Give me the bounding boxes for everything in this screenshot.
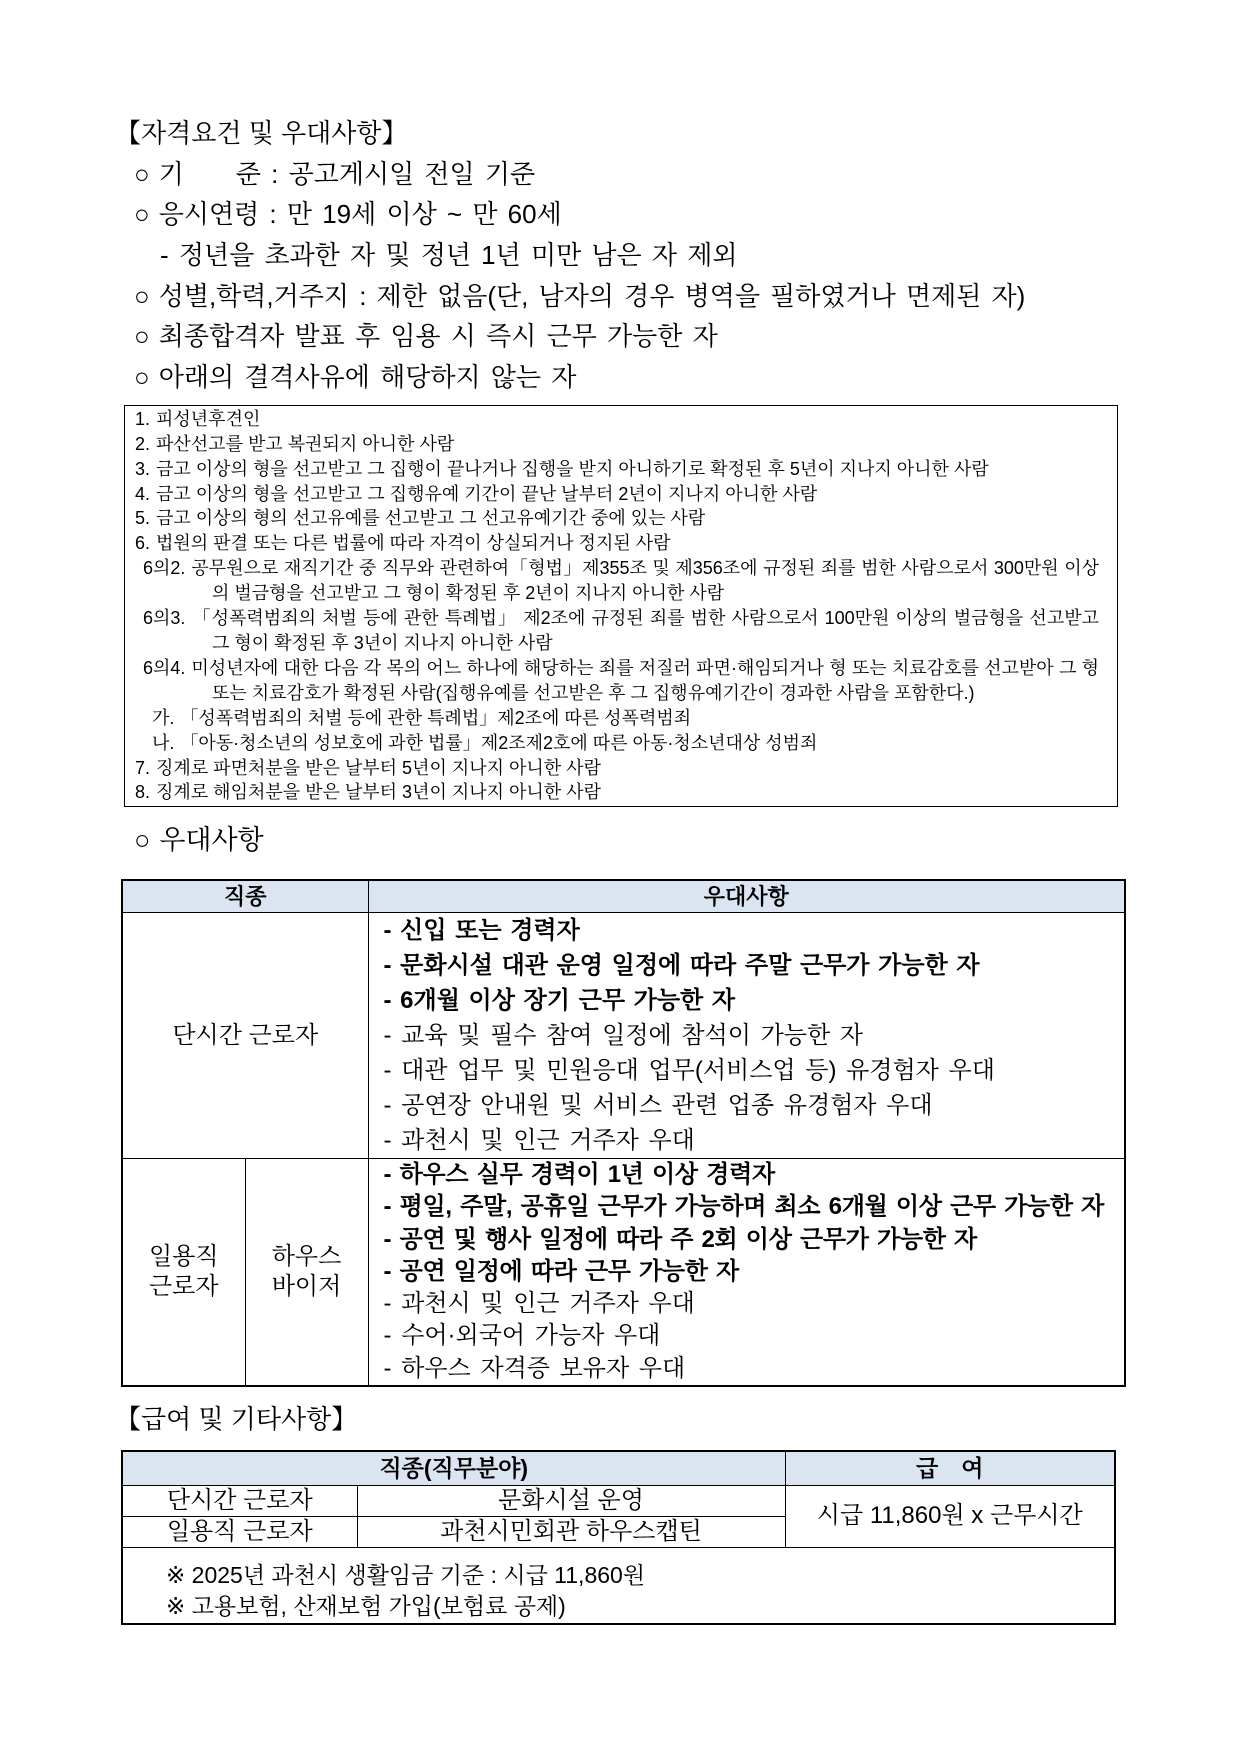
item-text: 금고 이상의 형의 선고유예를 선고받고 그 선고유예기간 중에 있는 사람 (156, 508, 706, 529)
preference-table-header-row (122, 880, 1125, 913)
preference-item-emphasized: - 신입 또는 경력자 (383, 917, 580, 944)
item-text: 미성년자에 대한 다음 각 목의 어느 하나에 해당하는 죄를 저질러 파면·해임되거나 형 또는 치료감호를 선고받아 그 형 또는 치료감호가 확정된 사람(집행유예를 선고받은 후 그 집행유예기간이 경과한 사람을 포함한다.) (191, 657, 1099, 703)
disqualification-item (135, 482, 1099, 507)
criteria-text: 응시연령 : 만 19세 이상 ~ 만 60세 (158, 199, 562, 230)
circle-bullet: ○ (134, 280, 150, 311)
item-number: 나. (152, 732, 175, 753)
item-text: 피성년후견인 (156, 408, 261, 429)
disqualification-item (135, 432, 1099, 457)
disqualification-item (135, 756, 1099, 781)
item-text: 금고 이상의 형을 선고받고 그 집행이 끝나거나 집행을 받지 아니하기로 확정된 후 5년이 지나지 아니한 사람 (156, 458, 989, 479)
circle-bullet: ○ (134, 825, 151, 856)
item-text: 「아동·청소년의 성보호에 과한 법률」제2조제2호에 따른 아동·청소년대상 성범죄 (180, 732, 818, 753)
pay-table (121, 1450, 1116, 1625)
pay-rate-cell: 시급 11,860원 x 근무시간 (785, 1485, 1115, 1547)
preference-title (134, 820, 1240, 861)
criteria-text: 아래의 결격사유에 해당하지 않는 자 (158, 362, 577, 393)
item-text: 금고 이상의 형을 선고받고 그 집행유예 기간이 끝난 날부터 2년이 지나지 아니한 사람 (156, 483, 818, 504)
disqualification-subitem (152, 731, 1099, 756)
item-number: 가. (152, 707, 175, 728)
table-row-daily-worker (122, 1159, 1125, 1387)
criteria-text: 성별,학력,거주지 : 제한 없음(단, 남자의 경우 병역을 필하였거나 면제된 자) (158, 280, 1026, 311)
item-text: 징계로 해임처분을 받은 날부터 3년이 지나지 아니한 사람 (156, 782, 601, 803)
criteria-text: 기 준 : 공고게시일 전일 기준 (158, 158, 536, 189)
pay-row (122, 1485, 1115, 1516)
note-line: ※ 고용보험, 산재보험 가입(보험료 공제) (166, 1592, 566, 1619)
disqualification-item (135, 407, 1099, 432)
preference-item-emphasized: - 문화시설 대관 운영 일정에 따라 주말 근무가 가능한 자 (383, 952, 980, 979)
item-number: 7. (135, 757, 151, 778)
table-header-job-field: 직종(직무분야) (122, 1451, 785, 1486)
disqualification-item (143, 556, 1099, 606)
preference-item: - 과천시 및 인근 거주자 우대 (383, 1127, 695, 1154)
item-text: 공무원으로 재직기간 중 직무와 관련하여「형법」제355조 및 제356조에 규정된 죄를 범한 사람으로서 300만원 이상의 벌금형을 선고받고 그 형이 확정된 후 2년이 지나지 아니한 사람 (191, 558, 1099, 604)
criteria-item-basis (134, 154, 1240, 195)
preference-item: - 하우스 자격증 보유자 우대 (383, 1354, 686, 1382)
item-text: 「성폭력범죄의 처벌 등에 관한 특례법」제2조에 따른 성폭력범죄 (180, 707, 692, 728)
disqualification-item (135, 780, 1099, 805)
preference-items-cell (368, 1159, 1125, 1387)
item-number: 6의3. (143, 608, 186, 629)
item-number: 5. (135, 508, 151, 529)
item-number: 6의2. (143, 558, 186, 579)
field-cell: 문화시설 운영 (357, 1485, 785, 1516)
disqualification-subitem (152, 706, 1099, 731)
item-number: 3. (135, 458, 151, 479)
preference-items-cell (368, 913, 1125, 1159)
criteria-text: 최종합격자 발표 후 임용 시 즉시 근무 가능한 자 (158, 321, 718, 352)
table-row-part-time (122, 913, 1125, 1159)
item-number: 4. (135, 483, 151, 504)
circle-bullet: ○ (134, 199, 150, 230)
preference-item-emphasized: - 평일, 주말, 공휴일 근무가 가능하며 최소 6개월 이상 근무 가능한 자 (383, 1193, 1105, 1221)
item-text: 「성폭력범죄의 처벌 등에 관한 특례법」 제2조에 규정된 죄를 범한 사람으로서 100만원 이상의 벌금형을 선고받고 그 형이 확정된 후 3년이 지나지 아니한 사람 (191, 608, 1099, 653)
criteria-item-disqualification (134, 357, 1240, 398)
field-cell: 과천시민회관 하우스캡틴 (357, 1516, 785, 1547)
criteria-item-gender-education-residence (134, 276, 1240, 317)
preference-table (121, 879, 1126, 1387)
criteria-subitem-age-exclusion: - 정년을 초과한 자 및 정년 1년 미만 남은 자 제외 (160, 240, 738, 271)
preference-item-emphasized: - 하우스 실무 경력이 1년 이상 경력자 (383, 1161, 775, 1188)
item-text: 파산선고를 받고 복권되지 아니한 사람 (156, 433, 455, 454)
circle-bullet: ○ (134, 321, 150, 352)
disqualification-item (143, 656, 1099, 706)
section-title-pay: 【급여 및 기타사항】 (115, 1404, 358, 1435)
preference-item: - 수어·외국어 가능자 우대 (383, 1322, 661, 1350)
pay-table-header-row (122, 1451, 1115, 1486)
preference-item-emphasized: - 6개월 이상 장기 근무 가능한 자 (383, 987, 736, 1014)
item-number: 6. (135, 533, 151, 554)
job-cell: 일용직 근로자 (122, 1516, 357, 1547)
item-number: 2. (135, 433, 151, 454)
item-number: 6의4. (143, 657, 186, 678)
section-title-qualifications: 【자격요건 및 우대사항】 (115, 118, 408, 148)
job-cell: 단시간 근로자 (122, 913, 368, 1159)
preference-item: - 대관 업무 및 민원응대 업무(서비스업 등) 유경험자 우대 (383, 1057, 995, 1084)
circle-bullet: ○ (134, 362, 150, 393)
role-cell: 하우스 바이저 (245, 1159, 368, 1387)
notes-cell (122, 1547, 1115, 1624)
preference-item-emphasized: - 공연 일정에 따라 근무 가능한 자 (383, 1257, 739, 1285)
circle-bullet: ○ (134, 158, 150, 189)
disqualification-item (143, 606, 1099, 656)
disqualification-item (135, 506, 1099, 531)
pay-notes-row (122, 1547, 1115, 1624)
disqualification-item (135, 531, 1099, 556)
preference-item: - 과천시 및 인근 거주자 우대 (383, 1290, 695, 1318)
criteria-item-age (134, 194, 1240, 235)
job-cell: 일용직 근로자 (122, 1159, 245, 1387)
disqualification-box (124, 405, 1118, 808)
preference-item: - 교육 및 필수 참여 일정에 참석이 가능한 자 (383, 1022, 863, 1049)
table-header-pay: 급 여 (785, 1451, 1115, 1486)
table-header-job: 직종 (122, 880, 368, 913)
preference-item-emphasized: - 공연 및 행사 일정에 따라 주 2회 이상 근무가 가능한 자 (383, 1225, 977, 1253)
document-content (0, 113, 1240, 1625)
preference-title-text: 우대사항 (159, 825, 264, 856)
item-number: 8. (135, 782, 151, 803)
note-line: ※ 2025년 과천시 생활임금 기준 : 시급 11,860원 (166, 1561, 646, 1588)
item-text: 징계로 파면처분을 받은 날부터 5년이 지나지 아니한 사람 (156, 757, 601, 778)
job-cell: 단시간 근로자 (122, 1485, 357, 1516)
table-header-preference: 우대사항 (368, 880, 1125, 913)
disqualification-item (135, 457, 1099, 482)
item-text: 법원의 판결 또는 다른 법률에 따라 자격이 상실되거나 정지된 사람 (156, 533, 671, 554)
item-number: 1. (135, 408, 151, 429)
criteria-item-availability (134, 316, 1240, 357)
preference-item: - 공연장 안내원 및 서비스 관련 업종 유경험자 우대 (383, 1092, 933, 1119)
